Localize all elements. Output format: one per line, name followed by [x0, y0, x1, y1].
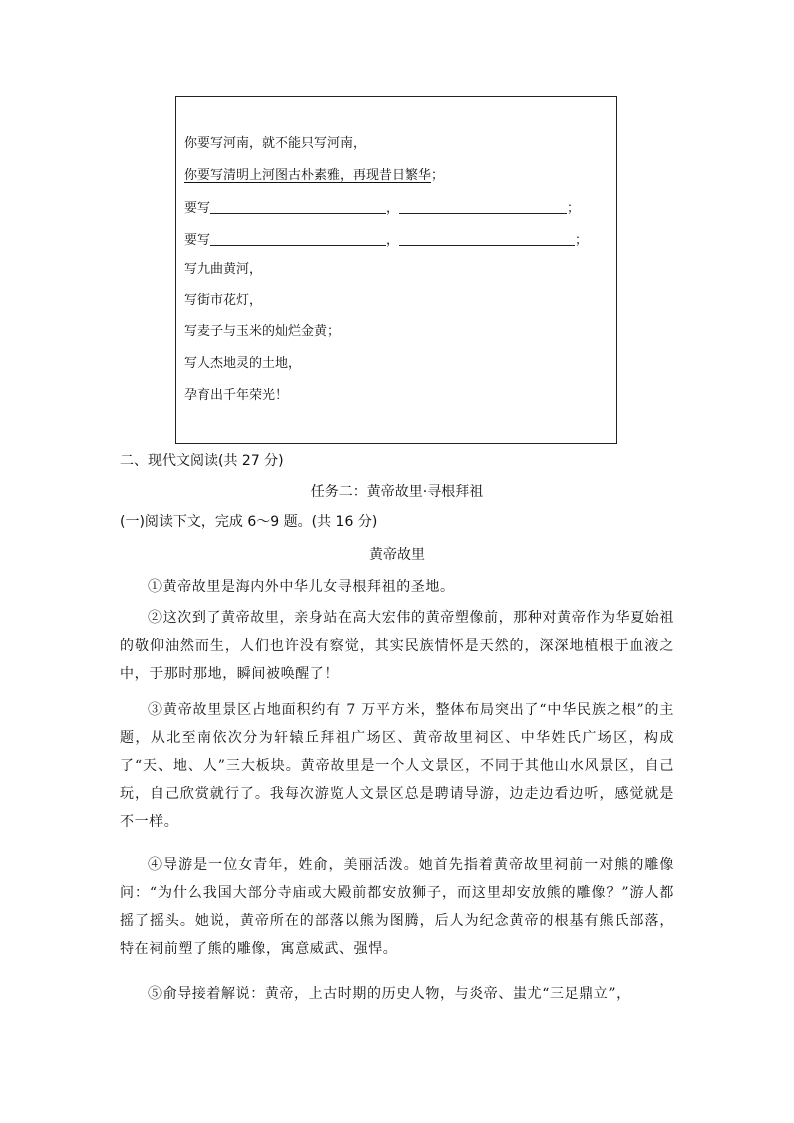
answer-blank-2[interactable] [399, 199, 567, 214]
paragraph-2: ②这次到了黄帝故里，亲身站在高大宏伟的黄帝塑像前，那种对黄帝作为华夏始祖的敬仰油然而生，人们也许没有察觉，其实民族情怀是天然的，深深地植根于血液之中，于那时那地，瞬间被唤醒了！ [120, 610, 674, 682]
poem-line-7: 写麦子与玉米的灿烂金黄； [184, 324, 341, 339]
answer-blank-3[interactable] [210, 231, 386, 246]
poem-line-4: 要写 ， ； [184, 233, 589, 248]
poem-box [175, 96, 617, 444]
answer-blank-4[interactable] [399, 231, 575, 246]
question-instruction: (一)阅读下文，完成 6～9 题。(共 16 分) [120, 514, 378, 530]
poem-line-2: 你要写清明上河图古朴素雅，再现昔日繁华； [184, 168, 445, 183]
paragraph-4: ④导游是一位女青年，姓俞，美丽活泼。她首先指着黄帝故里祠前一对熊的雕像问：“为什么我国大部分寺庙或大殿前都安放狮子，而这里却安放熊的雕像？”游人都摇了摇头。她说，黄帝所在的部落以熊为图腾，后人为纪念黄帝的根基有熊氏部落，特在祠前塑了熊的雕像，寓意威武、强悍。 [120, 857, 674, 957]
poem-line-1: 你要写河南，就不能只写河南， [184, 136, 367, 151]
paragraph-5: ⑤俞导接着解说：黄帝，上古时期的历史人物，与炎帝、蚩尤“三足鼎立”， [148, 986, 631, 1002]
poem-line-8: 写人杰地灵的土地， [184, 356, 302, 371]
section-heading: 二、现代文阅读(共 27 分) [120, 453, 284, 469]
article-title: 黄帝故里 [369, 547, 425, 563]
poem-line-6: 写街市花灯， [184, 293, 263, 308]
answer-blank-1[interactable] [210, 199, 386, 214]
task-title: 任务二：黄帝故里·寻根拜祖 [310, 484, 484, 500]
paragraph-3: ③黄帝故里景区占地面积约有 7 万平方米，整体布局突出了“中华民族之根”的主题，从北至南依次分为轩辕丘拜祖广场区、黄帝故里祠区、中华姓氏广场区，构成了“天、地、人”三大板块。黄帝故里是一个人文景区，不同于其他山水风景区，自己玩，自己欣赏就行了。我每次游览人文景区总是聘请导游，边走边看边听，感觉就是不一样。 [120, 702, 674, 830]
underlined-example-line: 你要写清明上河图古朴素雅，再现昔日繁华 [184, 168, 432, 183]
poem-line-9: 孕育出千年荣光！ [184, 388, 289, 403]
poem-line-5: 写九曲黄河， [184, 262, 263, 277]
paragraph-1: ①黄帝故里是海内外中华儿女寻根拜祖的圣地。 [148, 579, 455, 595]
poem-line-3: 要写 ， ； [184, 201, 581, 216]
